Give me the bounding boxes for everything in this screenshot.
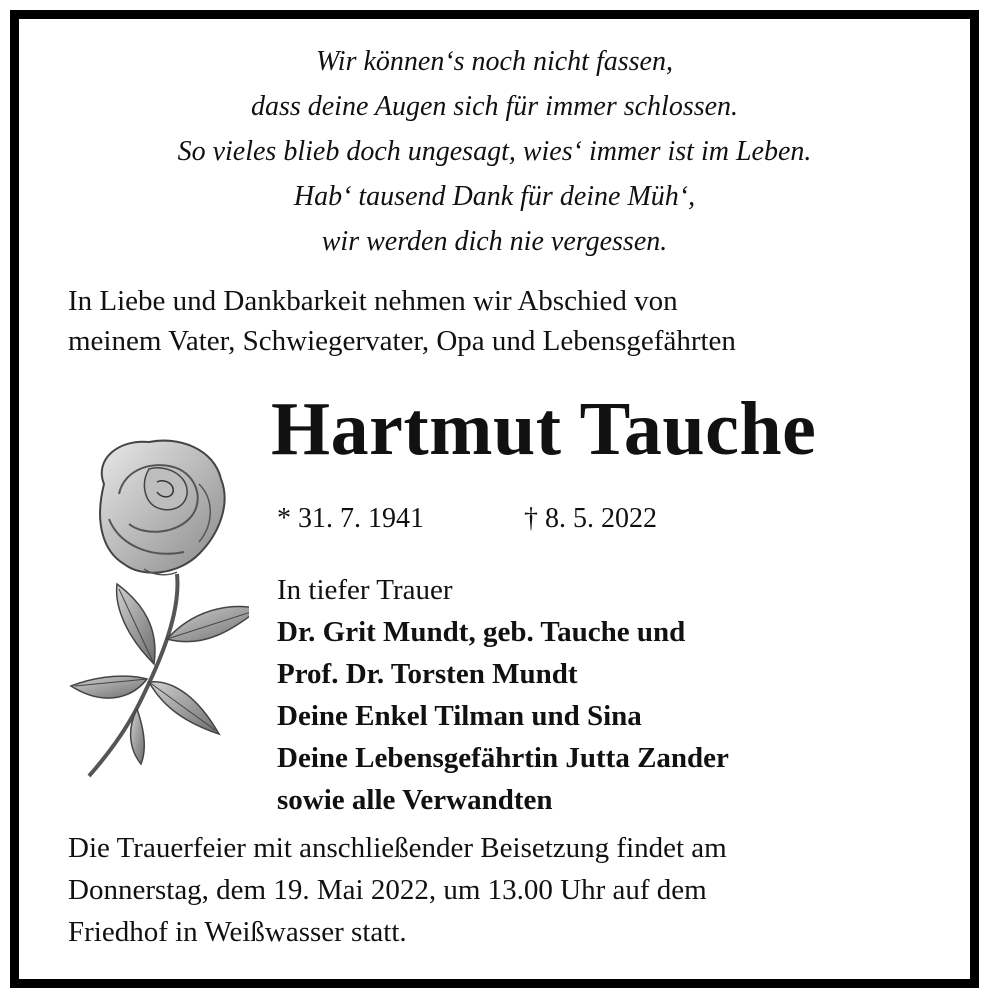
mourners <box>277 569 729 821</box>
poem-line: Wir können‘s noch nicht fassen, <box>316 46 673 77</box>
mourners-heading: In tiefer Trauer <box>277 574 453 606</box>
rose-icon <box>49 424 249 784</box>
mourner-line: Deine Lebensgefährtin Jutta Zander <box>277 742 729 774</box>
funeral-info-line: Friedhof in Weißwasser statt. <box>68 916 407 948</box>
poem-line: dass deine Augen sich für immer schlossen. <box>250 91 739 122</box>
death-date: † 8. 5. 2022 <box>524 503 657 534</box>
intro-line: meinem Vater, Schwiegervater, Opa und Lebensgefährten <box>68 325 736 357</box>
birth-date: * 31. 7. 1941 <box>277 503 424 534</box>
poem-line: So vieles blieb doch ungesagt, wies‘ immer ist im Leben. <box>177 136 812 167</box>
funeral-info-line: Die Trauerfeier mit anschließender Beisetzung findet am <box>68 832 727 864</box>
intro-line: In Liebe und Dankbarkeit nehmen wir Abschied von <box>68 285 678 317</box>
poem-line: Hab‘ tausend Dank für deine Müh‘, <box>293 181 696 212</box>
mourner-line: Prof. Dr. Torsten Mundt <box>277 658 578 690</box>
obituary-frame <box>10 10 979 988</box>
funeral-info-line: Donnerstag, dem 19. Mai 2022, um 13.00 Uhr auf dem <box>68 874 707 906</box>
poem <box>19 39 970 264</box>
life-dates <box>277 499 657 539</box>
mourner-line: Deine Enkel Tilman und Sina <box>277 700 642 732</box>
deceased-name: Hartmut Tauche <box>271 387 817 471</box>
funeral-info <box>68 827 727 953</box>
mourner-line: sowie alle Verwandten <box>277 784 553 816</box>
poem-line: wir werden dich nie vergessen. <box>321 226 668 257</box>
intro-text <box>68 281 736 361</box>
mourner-line: Dr. Grit Mundt, geb. Tauche und <box>277 616 686 648</box>
